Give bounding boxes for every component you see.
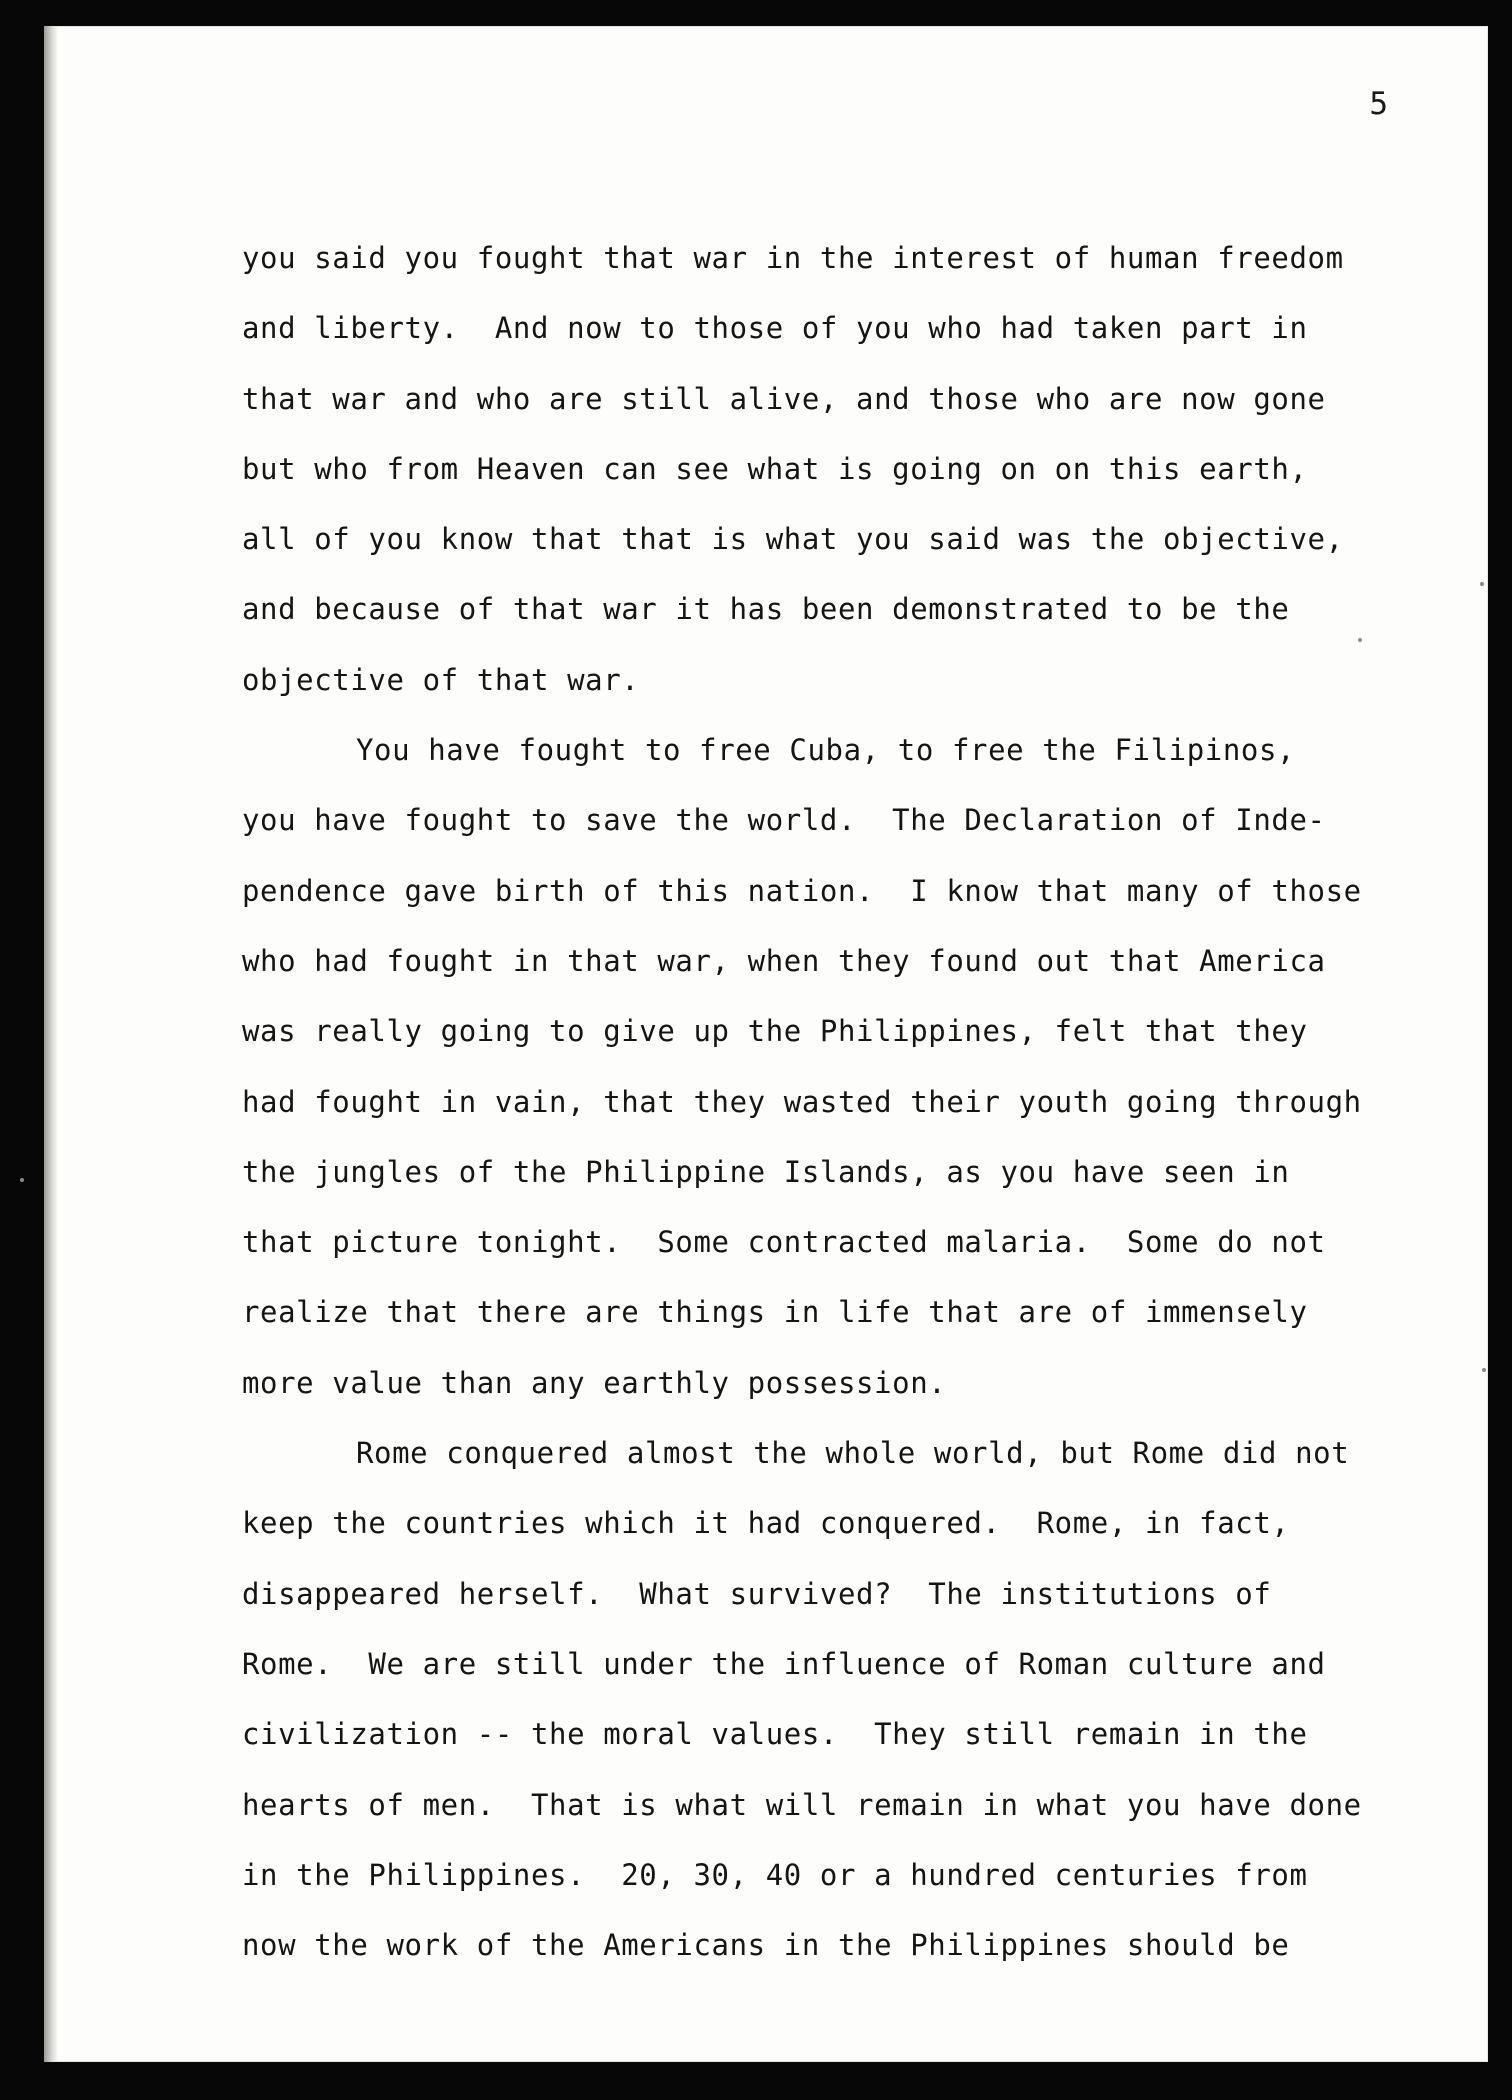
text-line: that war and who are still alive, and those who are now gone (242, 381, 1326, 416)
text-line: you said you fought that war in the interest of human freedom (242, 241, 1344, 275)
text-line: pendence gave birth of this nation. I know that many of those (242, 873, 1362, 908)
text-line: Rome conquered almost the whole world, but Rome did not (356, 1436, 1350, 1471)
text-line: Rome. We are still under the influence of Roman culture and (242, 1646, 1326, 1681)
scan-speck (1482, 1368, 1486, 1372)
page-number: 5 (1369, 86, 1388, 122)
text-line: all of you know that that is what you said was the objective, (242, 522, 1344, 557)
text-line: realize that there are things in life that are of immensely (242, 1295, 1308, 1330)
text-line: in the Philippines. 20, 30, 40 or a hundred centuries from (242, 1857, 1308, 1892)
text-line: more value than any earthly possession. (242, 1365, 947, 1400)
scan-speck (1358, 638, 1362, 642)
text-line: was really going to give up the Philippines, felt that they (242, 1014, 1308, 1049)
text-line: You have fought to free Cuba, to free the Filipinos, (356, 733, 1296, 768)
scan-speck (20, 1178, 24, 1182)
text-line: you have fought to save the world. The Declaration of Inde- (242, 803, 1326, 838)
text-line: civilization -- the moral values. They still remain in the (242, 1717, 1308, 1752)
text-line: that picture tonight. Some contracted malaria. Some do not (242, 1225, 1326, 1260)
text-line: who had fought in that war, when they found out that America (242, 943, 1326, 978)
text-line: had fought in vain, that they wasted their youth going through (242, 1084, 1362, 1119)
page-shadow-edge (44, 26, 58, 2062)
text-line: and because of that war it has been demonstrated to be the (242, 592, 1290, 627)
text-line: now the work of the Americans in the Philippines should be (242, 1928, 1290, 1963)
text-line: and liberty. And now to those of you who had taken part in (242, 311, 1308, 346)
typescript-body (242, 232, 1422, 1989)
text-line: hearts of men. That is what will remain in what you have done (242, 1787, 1362, 1822)
text-line: disappeared herself. What survived? The institutions of (242, 1576, 1272, 1611)
scan-speck (1480, 582, 1484, 586)
text-line: objective of that war. (242, 662, 640, 697)
text-line: keep the countries which it had conquered. Rome, in fact, (242, 1506, 1290, 1541)
text-line: the jungles of the Philippine Islands, as you have seen in (242, 1154, 1290, 1189)
text-line: but who from Heaven can see what is going on on this earth, (242, 451, 1308, 486)
